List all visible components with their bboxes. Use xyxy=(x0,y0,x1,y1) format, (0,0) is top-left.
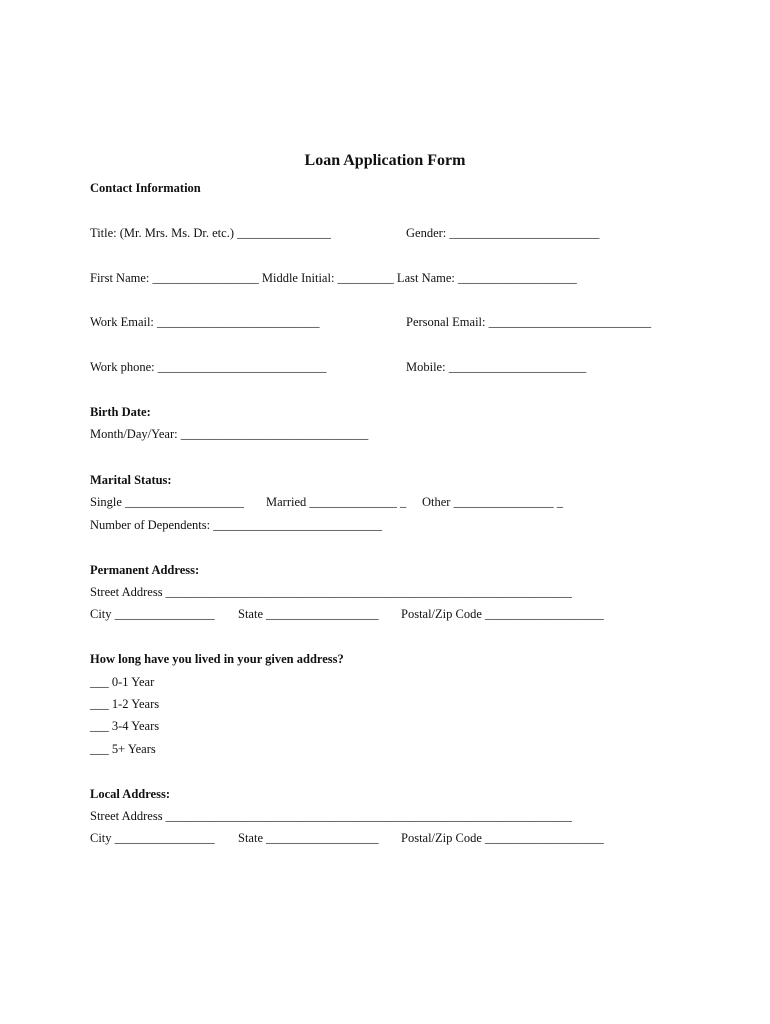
mobile-field[interactable]: Mobile: ______________________ xyxy=(406,360,587,374)
work-phone-field[interactable]: Work phone: ___________________________ xyxy=(90,360,327,374)
duration-option[interactable]: ___ 3-4 Years xyxy=(90,719,160,733)
permanent-address-heading: Permanent Address: xyxy=(90,563,200,577)
duration-option[interactable]: ___ 1-2 Years xyxy=(90,697,160,711)
birth-date-field[interactable]: Month/Day/Year: ______________________________ xyxy=(90,427,369,441)
local-street-field[interactable]: Street Address _________________________________________________________________ xyxy=(90,809,572,823)
permanent-state-field[interactable]: State __________________ xyxy=(238,607,379,621)
permanent-city-field[interactable]: City ________________ xyxy=(90,607,215,621)
marital-single-field[interactable]: Single ___________________ xyxy=(90,495,244,509)
local-city-field[interactable]: City ________________ xyxy=(90,831,215,845)
duration-option[interactable]: ___ 5+ Years xyxy=(90,742,156,756)
marital-married-field[interactable]: Married ______________ _ xyxy=(266,495,407,509)
name-fields[interactable]: First Name: _________________ Middle Initial: _________ Last Name: ___________________ xyxy=(90,271,577,285)
marital-status-heading: Marital Status: xyxy=(90,473,172,487)
permanent-street-field[interactable]: Street Address _________________________________________________________________ xyxy=(90,585,572,599)
residence-duration-heading: How long have you lived in your given address? xyxy=(90,652,344,666)
local-state-field[interactable]: State __________________ xyxy=(238,831,379,845)
birth-date-heading: Birth Date: xyxy=(90,405,151,419)
contact-info-heading: Contact Information xyxy=(90,181,201,195)
form-title: Loan Application Form xyxy=(304,152,466,169)
local-zip-field[interactable]: Postal/Zip Code ___________________ xyxy=(401,831,604,845)
title-field[interactable]: Title: (Mr. Mrs. Ms. Dr. etc.) _______________ xyxy=(90,226,331,240)
gender-field[interactable]: Gender: ________________________ xyxy=(406,226,600,240)
permanent-zip-field[interactable]: Postal/Zip Code ___________________ xyxy=(401,607,604,621)
local-address-heading: Local Address: xyxy=(90,787,170,801)
dependents-field[interactable]: Number of Dependents: ___________________________ xyxy=(90,518,382,532)
work-email-field[interactable]: Work Email: __________________________ xyxy=(90,315,320,329)
personal-email-field[interactable]: Personal Email: __________________________ xyxy=(406,315,652,329)
marital-other-field[interactable]: Other ________________ _ xyxy=(422,495,563,509)
duration-option[interactable]: ___ 0-1 Year xyxy=(90,675,155,689)
